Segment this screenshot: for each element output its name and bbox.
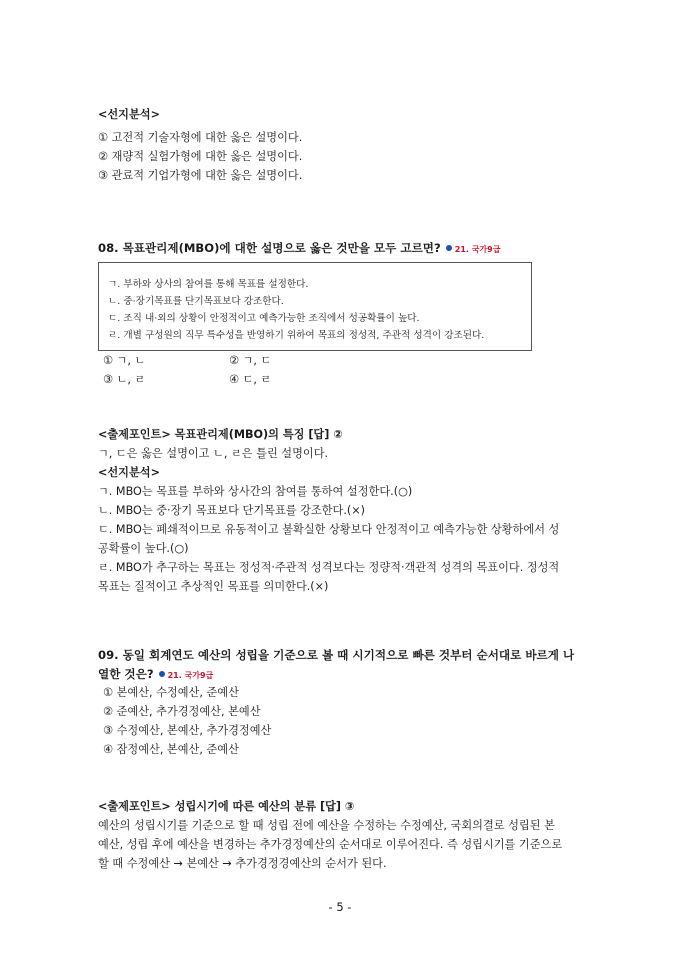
answer-summary: ㄱ, ㄷ은 옳은 설명이고 ㄴ, ㄹ은 틀린 설명이다. bbox=[98, 447, 329, 460]
box-item: ㄹ. 개별 구성원의 직무 특수성을 반영하기 위하여 목표의 정성적, 주관적 성격이 강조된다. bbox=[108, 330, 485, 341]
question-08 bbox=[98, 241, 500, 257]
question-09-line2 bbox=[98, 667, 213, 683]
option-1: ① ㄱ, ㄴ bbox=[103, 354, 146, 367]
analysis-line: ㄷ. MBO는 폐쇄적이므로 유동적이고 불확실한 상황보다 안정적이고 예측가능한 상황하에서 성 bbox=[98, 523, 560, 536]
analysis-line: ㄴ. MBO는 중·장기 목표보다 단기목표를 강조한다.(×) bbox=[98, 504, 366, 517]
option-2: ② ㄱ, ㄷ bbox=[229, 354, 272, 367]
analysis-line: ① 고전적 기술자형에 대한 옳은 설명이다. bbox=[98, 131, 303, 144]
point-heading: <출제포인트> 성립시기에 따른 예산의 분류 [답] ③ bbox=[98, 800, 355, 813]
question-text: 08. 목표관리제(MBO)에 대한 설명으로 옳은 것만을 모두 고르면? bbox=[98, 241, 441, 255]
analysis-line: ㄹ. MBO가 추구하는 목표는 정성적·주관적 성격보다는 정량적·객관적 성격의 목표이다. 정성적 bbox=[98, 561, 560, 574]
explanation-line: 할 때 수정예산 → 본예산 → 추가경정경예산의 순서가 된다. bbox=[98, 857, 387, 870]
analysis-line: ㄱ. MBO는 목표를 부하와 상사간의 참여를 통하여 설정한다.(○) bbox=[98, 485, 413, 498]
question-09-line1: 09. 동일 회계연도 예산의 성립을 기준으로 볼 때 시기적으로 빠른 것부터 순서대로 바르게 나 bbox=[98, 648, 575, 662]
bullet-dot-icon bbox=[159, 671, 165, 677]
analysis-line: 목표는 질적이고 추상적인 목표를 의미한다.(×) bbox=[98, 580, 329, 593]
explanation-line: 예산, 성립 후에 예산을 변경하는 추가경정예산의 순서대로 이루어진다. 즉 성립시기를 기준으로 bbox=[98, 838, 563, 851]
option-4: ④ ㄷ, ㄹ bbox=[229, 373, 272, 386]
option-1: ① 본예산, 수정예산, 준예산 bbox=[103, 686, 239, 699]
box-item: ㄴ. 중·장기목표를 단기목표보다 강조한다. bbox=[108, 296, 284, 307]
explanation-line: 예산의 성립시기를 기준으로 할 때 성립 전에 예산을 수정하는 수정예산, 국회의결로 성립된 본 bbox=[98, 819, 555, 832]
analysis-line: 공확률이 높다.(○) bbox=[98, 542, 189, 555]
exam-tag: 21. 국가9급 bbox=[167, 671, 214, 680]
question-text: 열한 것은? bbox=[98, 667, 154, 681]
analysis-heading: <선지분석> bbox=[98, 466, 160, 479]
section-heading: <선지분석> bbox=[98, 108, 160, 121]
point-heading: <출제포인트> 목표관리제(MBO)의 특징 [답] ② bbox=[98, 428, 343, 441]
option-3: ③ ㄴ, ㄹ bbox=[103, 373, 146, 386]
option-3: ③ 수정예산, 본예산, 추가경정예산 bbox=[103, 724, 272, 737]
analysis-line: ② 재량적 실험가형에 대한 옳은 설명이다. bbox=[98, 150, 303, 163]
box-item: ㄷ. 조직 내·외의 상황이 안정적이고 예측가능한 조직에서 성공확률이 높다. bbox=[108, 313, 420, 324]
analysis-line: ③ 관료적 기업가형에 대한 옳은 설명이다. bbox=[98, 169, 303, 182]
statement-box bbox=[98, 262, 532, 351]
box-item: ㄱ. 부하와 상사의 참여를 통해 목표를 설정한다. bbox=[108, 279, 309, 290]
exam-tag: 21. 국가9급 bbox=[454, 245, 501, 254]
option-4: ④ 잠정예산, 본예산, 준예산 bbox=[103, 743, 239, 756]
option-2: ② 준예산, 추가경정예산, 본예산 bbox=[103, 705, 261, 718]
page-number: - 5 - bbox=[328, 900, 352, 914]
bullet-dot-icon bbox=[446, 245, 452, 251]
